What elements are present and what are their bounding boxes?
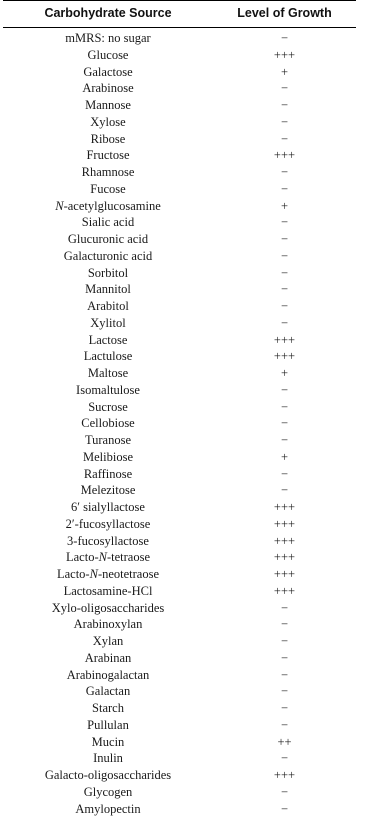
carbohydrate-source-cell: Arabinogalactan xyxy=(3,667,213,684)
header-level-of-growth: Level of Growth xyxy=(213,6,356,20)
growth-level-cell: − xyxy=(213,315,356,332)
growth-level-cell: − xyxy=(213,30,356,47)
carbohydrate-source-cell: Glucuronic acid xyxy=(3,231,213,248)
source-post: -neotetraose xyxy=(98,567,159,581)
growth-level-cell: − xyxy=(213,801,356,817)
carbohydrate-source-cell: Sucrose xyxy=(3,399,213,416)
growth-level-cell: +++ xyxy=(213,533,356,550)
growth-level-cell: − xyxy=(213,717,356,734)
carbohydrate-source-cell: Inulin xyxy=(3,750,213,767)
growth-level-cell: − xyxy=(213,650,356,667)
table-row xyxy=(0,683,368,700)
growth-level-cell: +++ xyxy=(213,516,356,533)
table-row xyxy=(0,700,368,717)
growth-level-cell: − xyxy=(213,164,356,181)
growth-level-cell: + xyxy=(213,365,356,382)
growth-level-cell: − xyxy=(213,784,356,801)
table-row xyxy=(0,198,368,215)
growth-level-cell: − xyxy=(213,600,356,617)
table-row xyxy=(0,767,368,784)
growth-level-cell: +++ xyxy=(213,348,356,365)
table-row xyxy=(0,717,368,734)
table-row xyxy=(0,231,368,248)
table-row xyxy=(0,750,368,767)
table-row xyxy=(0,650,368,667)
carbohydrate-source-cell: mMRS: no sugar xyxy=(3,30,213,47)
growth-level-cell: +++ xyxy=(213,566,356,583)
growth-level-cell: − xyxy=(213,399,356,416)
carbohydrate-source-cell: 2′-fucosyllactose xyxy=(3,516,213,533)
table-row xyxy=(0,315,368,332)
table-row xyxy=(0,482,368,499)
italic-mid: N xyxy=(99,550,107,564)
growth-level-cell: − xyxy=(213,466,356,483)
carbohydrate-source-cell: Galactan xyxy=(3,683,213,700)
growth-level-cell: − xyxy=(213,298,356,315)
carbohydrate-source-cell: Sorbitol xyxy=(3,265,213,282)
growth-level-cell: ++ xyxy=(213,734,356,751)
table-row xyxy=(0,583,368,600)
source-pre: Lacto- xyxy=(66,550,99,564)
carbohydrate-source-cell: Melezitose xyxy=(3,482,213,499)
growth-level-cell: − xyxy=(213,382,356,399)
carbohydrate-source-cell: Sialic acid xyxy=(3,214,213,231)
header-carbohydrate-source: Carbohydrate Source xyxy=(3,6,213,20)
growth-level-cell: − xyxy=(213,432,356,449)
growth-level-cell: − xyxy=(213,248,356,265)
carbohydrate-source-cell: Galactose xyxy=(3,64,213,81)
growth-level-cell: − xyxy=(213,633,356,650)
table-row xyxy=(0,600,368,617)
table-row xyxy=(0,47,368,64)
carbohydrate-source-cell: Raffinose xyxy=(3,466,213,483)
growth-level-cell: +++ xyxy=(213,147,356,164)
carbohydrate-source-cell: Xylose xyxy=(3,114,213,131)
carbohydrate-source-cell: Amylopectin xyxy=(3,801,213,817)
growth-level-cell: +++ xyxy=(213,499,356,516)
table-row xyxy=(0,499,368,516)
table-row xyxy=(0,164,368,181)
table-row xyxy=(0,97,368,114)
table-row xyxy=(0,382,368,399)
table-row xyxy=(0,298,368,315)
growth-level-cell: +++ xyxy=(213,549,356,566)
carbohydrate-source-cell: Fructose xyxy=(3,147,213,164)
table-row xyxy=(0,432,368,449)
carbohydrate-source-cell: Fucose xyxy=(3,181,213,198)
table-row xyxy=(0,399,368,416)
growth-level-cell: − xyxy=(213,231,356,248)
table-row xyxy=(0,466,368,483)
table-row xyxy=(0,181,368,198)
table-row xyxy=(0,516,368,533)
carbohydrate-source-cell: Lactulose xyxy=(3,348,213,365)
carbohydrate-source-cell: Arabitol xyxy=(3,298,213,315)
table-row xyxy=(0,667,368,684)
table-row xyxy=(0,248,368,265)
carbohydrate-source-cell: Mannose xyxy=(3,97,213,114)
table-row xyxy=(0,214,368,231)
table-row xyxy=(0,64,368,81)
carbohydrate-source-cell: Isomaltulose xyxy=(3,382,213,399)
source-pre: Lacto- xyxy=(57,567,90,581)
carbohydrate-source-cell: Glycogen xyxy=(3,784,213,801)
carbohydrate-source-cell: 3-fucosyllactose xyxy=(3,533,213,550)
growth-level-cell: +++ xyxy=(213,332,356,349)
carbohydrate-source-cell: Lactosamine-HCl xyxy=(3,583,213,600)
carbohydrate-source-cell: Xylo-oligosaccharides xyxy=(3,600,213,617)
italic-mid: N xyxy=(90,567,98,581)
carbohydrate-source-cell: Glucose xyxy=(3,47,213,64)
carbohydrate-source-cell: Galacturonic acid xyxy=(3,248,213,265)
carbohydrate-source-cell: Mannitol xyxy=(3,281,213,298)
table-row xyxy=(0,80,368,97)
growth-level-cell: − xyxy=(213,700,356,717)
carbohydrate-source-cell: Cellobiose xyxy=(3,415,213,432)
carbohydrate-source-cell: Melibiose xyxy=(3,449,213,466)
carbohydrate-source-cell: Arabinose xyxy=(3,80,213,97)
growth-level-cell: + xyxy=(213,64,356,81)
table-row xyxy=(0,147,368,164)
table-row xyxy=(0,533,368,550)
growth-level-cell: − xyxy=(213,80,356,97)
growth-level-cell: +++ xyxy=(213,583,356,600)
carbohydrate-source-cell xyxy=(3,566,213,583)
table-row xyxy=(0,549,368,566)
carbohydrate-source-cell: Starch xyxy=(3,700,213,717)
carbohydrate-source-cell: Lactose xyxy=(3,332,213,349)
growth-level-cell: − xyxy=(213,683,356,700)
table-row xyxy=(0,449,368,466)
carbohydrate-source-cell xyxy=(3,198,213,215)
source-rest: -acetylglucosamine xyxy=(64,199,161,213)
table-row xyxy=(0,566,368,583)
growth-level-cell: − xyxy=(213,750,356,767)
table-top-rule xyxy=(3,0,356,1)
growth-level-cell: +++ xyxy=(213,767,356,784)
growth-level-cell: + xyxy=(213,449,356,466)
carbohydrate-source-cell: Ribose xyxy=(3,131,213,148)
italic-prefix: N xyxy=(55,199,63,213)
growth-level-cell: + xyxy=(213,198,356,215)
table-row xyxy=(0,784,368,801)
growth-level-cell: − xyxy=(213,181,356,198)
carbohydrate-source-cell: Arabinoxylan xyxy=(3,616,213,633)
table-row xyxy=(0,348,368,365)
growth-level-cell: − xyxy=(213,265,356,282)
table-body xyxy=(0,30,368,817)
growth-level-cell: − xyxy=(213,131,356,148)
source-post: -tetraose xyxy=(107,550,150,564)
table-row xyxy=(0,332,368,349)
table-row xyxy=(0,616,368,633)
table-header-row xyxy=(0,4,368,24)
table-row xyxy=(0,281,368,298)
growth-level-cell: − xyxy=(213,97,356,114)
table-row xyxy=(0,415,368,432)
table-row xyxy=(0,801,368,817)
carbohydrate-source-cell: 6′ sialyllactose xyxy=(3,499,213,516)
carbohydrate-source-cell: Rhamnose xyxy=(3,164,213,181)
carbohydrate-source-cell: Turanose xyxy=(3,432,213,449)
growth-level-cell: − xyxy=(213,482,356,499)
table-row xyxy=(0,734,368,751)
table-row xyxy=(0,114,368,131)
carbohydrate-source-cell: Mucin xyxy=(3,734,213,751)
carbohydrate-source-cell: Xylitol xyxy=(3,315,213,332)
growth-level-cell: − xyxy=(213,616,356,633)
growth-level-cell: − xyxy=(213,114,356,131)
carbohydrate-source-cell: Xylan xyxy=(3,633,213,650)
table-row xyxy=(0,265,368,282)
growth-level-cell: − xyxy=(213,281,356,298)
carbohydrate-source-cell: Galacto-oligosaccharides xyxy=(3,767,213,784)
table-header-rule xyxy=(3,27,356,28)
carbohydrate-source-cell xyxy=(3,549,213,566)
carbohydrate-source-cell: Pullulan xyxy=(3,717,213,734)
carbohydrate-source-cell: Arabinan xyxy=(3,650,213,667)
carbohydrate-source-cell: Maltose xyxy=(3,365,213,382)
table-row xyxy=(0,30,368,47)
growth-level-cell: +++ xyxy=(213,47,356,64)
table-row xyxy=(0,365,368,382)
table-row xyxy=(0,131,368,148)
growth-level-cell: − xyxy=(213,214,356,231)
growth-level-cell: − xyxy=(213,667,356,684)
table-row xyxy=(0,633,368,650)
growth-level-cell: − xyxy=(213,415,356,432)
